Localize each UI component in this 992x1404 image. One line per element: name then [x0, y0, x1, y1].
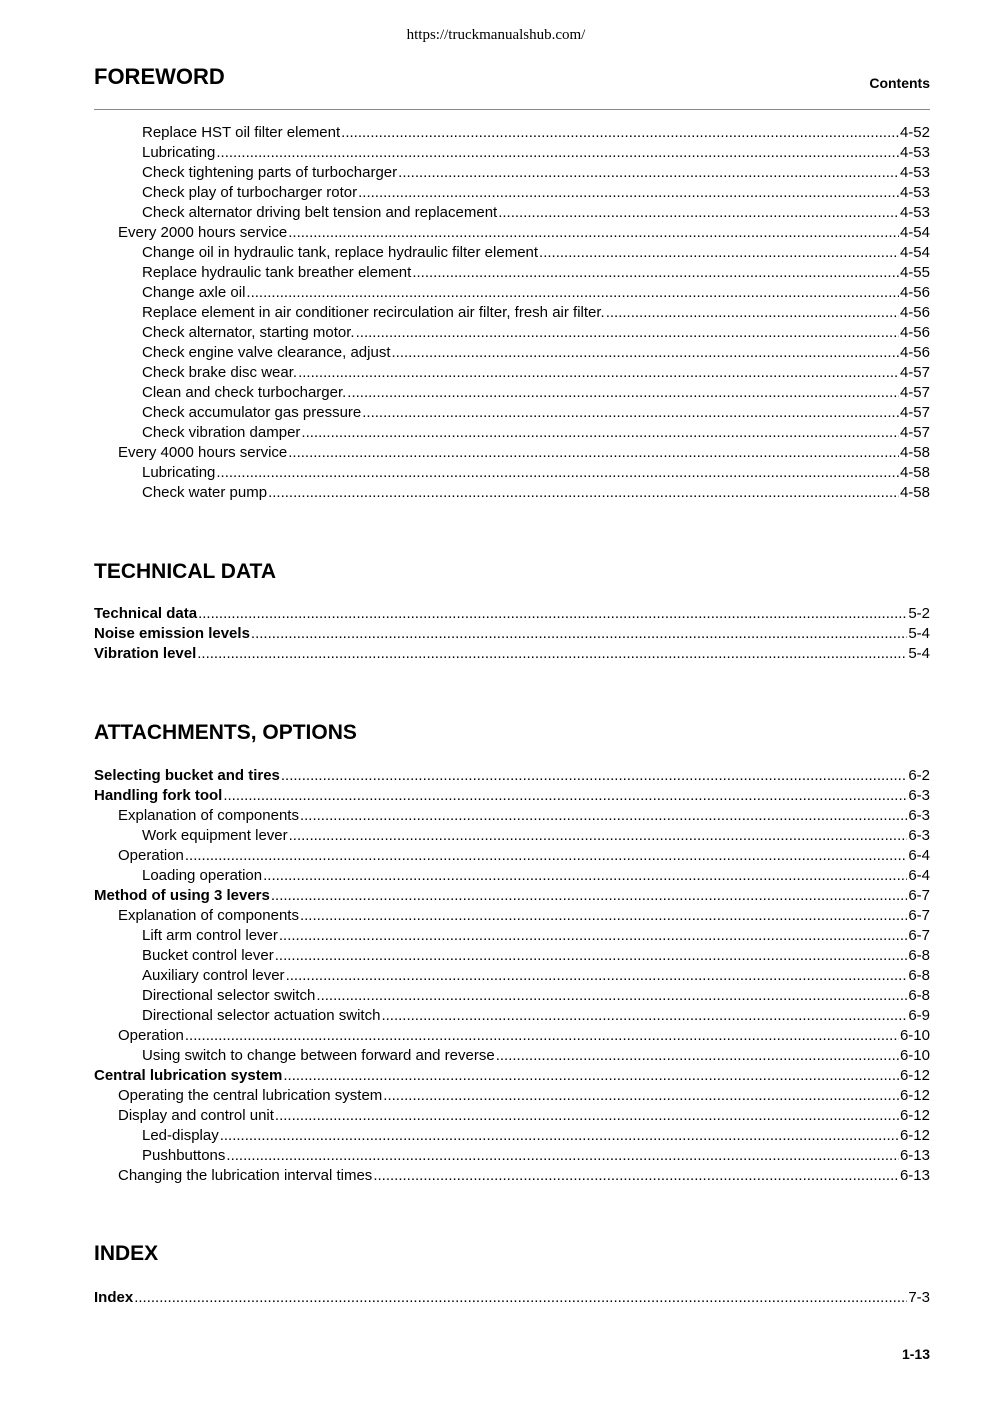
- toc-entry-title: Noise emission levels: [94, 625, 250, 642]
- toc-maintenance-list: [94, 123, 930, 503]
- toc-entry-page: 4-55: [899, 264, 930, 281]
- toc-entry-title: Method of using 3 levers: [94, 887, 270, 904]
- toc-entry-title: Lubricating: [142, 144, 216, 161]
- toc-entry[interactable]: [94, 203, 930, 223]
- toc-entry[interactable]: [94, 223, 930, 243]
- toc-entry-title: Check engine valve clearance, adjust: [142, 344, 391, 361]
- toc-dot-leader: [283, 1066, 899, 1086]
- toc-dot-leader: [301, 423, 899, 443]
- toc-entry[interactable]: [94, 383, 930, 403]
- toc-entry[interactable]: [94, 846, 930, 866]
- toc-entry-title: Technical data: [94, 605, 198, 622]
- toc-entry-page: 4-56: [899, 344, 930, 361]
- toc-entry-title: Vibration level: [94, 645, 197, 662]
- toc-entry-page: 6-7: [908, 907, 930, 924]
- toc-dot-leader: [289, 826, 908, 846]
- toc-entry-page: 4-53: [899, 144, 930, 161]
- toc-entry[interactable]: [94, 926, 930, 946]
- toc-entry-title: Led-display: [142, 1127, 219, 1144]
- toc-entry-title: Changing the lubrication interval times: [118, 1167, 373, 1184]
- toc-entry[interactable]: [94, 123, 930, 143]
- toc-entry-page: 4-53: [899, 164, 930, 181]
- toc-entry-page: 4-56: [899, 304, 930, 321]
- toc-dot-leader: [275, 946, 908, 966]
- toc-dot-leader: [539, 243, 899, 263]
- toc-dot-leader: [381, 1006, 907, 1026]
- toc-entry-page: 6-8: [908, 967, 930, 984]
- toc-entry-title: Check tightening parts of turbocharger: [142, 164, 398, 181]
- toc-entry[interactable]: [94, 423, 930, 443]
- toc-entry[interactable]: [94, 1288, 930, 1308]
- toc-entry-page: 4-57: [899, 364, 930, 381]
- toc-entry-page: 6-4: [908, 847, 930, 864]
- toc-entry[interactable]: [94, 866, 930, 886]
- toc-entry[interactable]: [94, 343, 930, 363]
- toc-entry-title: Every 2000 hours service: [118, 224, 288, 241]
- toc-dot-leader: [134, 1288, 907, 1308]
- toc-entry-page: 6-9: [908, 1007, 930, 1024]
- toc-entry[interactable]: [94, 1026, 930, 1046]
- toc-entry-page: 4-56: [899, 324, 930, 341]
- toc-dot-leader: [606, 303, 899, 323]
- toc-entry-title: Check accumulator gas pressure: [142, 404, 362, 421]
- toc-dot-leader: [251, 624, 907, 644]
- toc-dot-leader: [281, 766, 907, 786]
- toc-entry[interactable]: [94, 1166, 930, 1186]
- toc-dot-leader: [496, 1046, 899, 1066]
- toc-entry[interactable]: [94, 463, 930, 483]
- toc-dot-leader: [275, 1106, 899, 1126]
- toc-dot-leader: [316, 986, 907, 1006]
- toc-dot-leader: [391, 343, 898, 363]
- toc-entry[interactable]: [94, 1106, 930, 1126]
- toc-dot-leader: [226, 1146, 899, 1166]
- section-heading-technical-data: TECHNICAL DATA: [94, 560, 276, 583]
- toc-dot-leader: [298, 363, 899, 383]
- toc-entry-page: 4-56: [899, 284, 930, 301]
- toc-entry[interactable]: [94, 1086, 930, 1106]
- toc-dot-leader: [300, 906, 907, 926]
- toc-entry-title: Change oil in hydraulic tank, replace hydraulic filter element: [142, 244, 539, 261]
- toc-entry-title: Check water pump: [142, 484, 268, 501]
- toc-entry-page: 6-12: [899, 1087, 930, 1104]
- toc-dot-leader: [498, 203, 899, 223]
- toc-entry[interactable]: [94, 906, 930, 926]
- toc-dot-leader: [263, 866, 907, 886]
- toc-entry-title: Change axle oil: [142, 284, 246, 301]
- toc-attachments-list: [94, 766, 930, 1186]
- toc-entry[interactable]: [94, 443, 930, 463]
- toc-dot-leader: [185, 846, 907, 866]
- toc-entry-page: 4-53: [899, 204, 930, 221]
- toc-dot-leader: [246, 283, 899, 303]
- toc-entry-title: Operation: [118, 847, 184, 864]
- toc-entry-page: 6-12: [899, 1067, 930, 1084]
- section-heading-attachments: ATTACHMENTS, OPTIONS: [94, 721, 357, 744]
- toc-entry-page: 6-13: [899, 1167, 930, 1184]
- toc-dot-leader: [362, 403, 899, 423]
- toc-entry-page: 4-57: [899, 404, 930, 421]
- toc-entry-title: Clean and check turbocharger.: [142, 384, 347, 401]
- toc-entry-title: Check play of turbocharger rotor: [142, 184, 358, 201]
- toc-entry-title: Check alternator, starting motor.: [142, 324, 355, 341]
- toc-entry-page: 6-10: [899, 1047, 930, 1064]
- toc-entry-page: 4-54: [899, 224, 930, 241]
- toc-entry[interactable]: [94, 303, 930, 323]
- toc-entry[interactable]: [94, 1066, 930, 1086]
- toc-entry-title: Check brake disc wear.: [142, 364, 298, 381]
- toc-dot-leader: [347, 383, 899, 403]
- toc-entry-page: 6-3: [908, 827, 930, 844]
- toc-entry-page: 7-3: [908, 1289, 930, 1306]
- page-header-section: Contents: [869, 75, 930, 91]
- toc-entry-title: Auxiliary control lever: [142, 967, 285, 984]
- toc-entry-title: Work equipment lever: [142, 827, 288, 844]
- toc-entry-page: 4-52: [899, 124, 930, 141]
- toc-entry[interactable]: [94, 1126, 930, 1146]
- toc-entry[interactable]: [94, 1046, 930, 1066]
- toc-entry-page: 6-3: [908, 787, 930, 804]
- toc-entry-title: Lift arm control lever: [142, 927, 278, 944]
- toc-entry[interactable]: [94, 323, 930, 343]
- toc-entry-title: Display and control unit: [118, 1107, 274, 1124]
- toc-entry-title: Operation: [118, 1027, 184, 1044]
- page-number: 1-13: [901, 1346, 930, 1362]
- toc-entry-title: Pushbuttons: [142, 1147, 226, 1164]
- toc-dot-leader: [398, 163, 899, 183]
- toc-entry-page: 4-53: [899, 184, 930, 201]
- toc-entry-title: Explanation of components: [118, 807, 299, 824]
- toc-entry[interactable]: [94, 946, 930, 966]
- toc-dot-leader: [341, 123, 899, 143]
- toc-entry[interactable]: [94, 826, 930, 846]
- toc-entry-title: Directional selector actuation switch: [142, 1007, 381, 1024]
- toc-entry-page: 5-4: [908, 625, 930, 642]
- toc-entry[interactable]: [94, 806, 930, 826]
- toc-index-list: [94, 1288, 930, 1308]
- toc-dot-leader: [216, 143, 899, 163]
- toc-entry-page: 6-7: [908, 927, 930, 944]
- toc-dot-leader: [356, 323, 899, 343]
- toc-entry-title: Replace HST oil filter element: [142, 124, 341, 141]
- toc-dot-leader: [268, 483, 899, 503]
- toc-entry[interactable]: [94, 163, 930, 183]
- toc-dot-leader: [358, 183, 899, 203]
- toc-technical-data-list: [94, 604, 930, 664]
- toc-entry-title: Explanation of components: [118, 907, 299, 924]
- toc-entry[interactable]: [94, 966, 930, 986]
- page-header-title: FOREWORD: [94, 64, 225, 89]
- toc-entry[interactable]: [94, 283, 930, 303]
- toc-entry[interactable]: [94, 786, 930, 806]
- toc-entry-page: 4-58: [899, 444, 930, 461]
- toc-dot-leader: [412, 263, 899, 283]
- toc-entry-page: 6-7: [908, 887, 930, 904]
- toc-entry-title: Handling fork tool: [94, 787, 223, 804]
- toc-entry-title: Every 4000 hours service: [118, 444, 288, 461]
- toc-entry-title: Replace element in air conditioner recirculation air filter, fresh air filter.: [142, 304, 605, 321]
- toc-entry-page: 5-4: [908, 645, 930, 662]
- toc-entry-page: 4-58: [899, 464, 930, 481]
- toc-entry-title: Using switch to change between forward and reverse: [142, 1047, 495, 1064]
- toc-entry-page: 5-2: [908, 605, 930, 622]
- toc-entry[interactable]: [94, 143, 930, 163]
- toc-entry-page: 6-3: [908, 807, 930, 824]
- toc-entry[interactable]: [94, 886, 930, 906]
- toc-entry-title: Loading operation: [142, 867, 263, 884]
- toc-entry[interactable]: [94, 403, 930, 423]
- toc-dot-leader: [197, 644, 907, 664]
- section-heading-index: INDEX: [94, 1242, 159, 1265]
- toc-dot-leader: [198, 604, 907, 624]
- toc-entry-page: 4-54: [899, 244, 930, 261]
- toc-dot-leader: [383, 1086, 899, 1106]
- toc-entry[interactable]: [94, 624, 930, 644]
- toc-entry-title: Selecting bucket and tires: [94, 767, 280, 784]
- toc-dot-leader: [223, 786, 907, 806]
- toc-entry-page: 4-57: [899, 384, 930, 401]
- toc-entry[interactable]: [94, 604, 930, 624]
- toc-dot-leader: [185, 1026, 899, 1046]
- toc-entry-page: 6-2: [908, 767, 930, 784]
- toc-entry-title: Directional selector switch: [142, 987, 316, 1004]
- toc-entry-page: 6-13: [899, 1147, 930, 1164]
- toc-entry-page: 6-12: [899, 1107, 930, 1124]
- toc-dot-leader: [279, 926, 907, 946]
- toc-entry-title: Central lubrication system: [94, 1067, 283, 1084]
- toc-entry[interactable]: [94, 644, 930, 664]
- toc-entry-title: Operating the central lubrication system: [118, 1087, 383, 1104]
- toc-entry[interactable]: [94, 483, 930, 503]
- toc-dot-leader: [286, 966, 908, 986]
- toc-entry[interactable]: [94, 986, 930, 1006]
- toc-dot-leader: [288, 223, 899, 243]
- toc-entry-page: 4-57: [899, 424, 930, 441]
- toc-entry-page: 6-4: [908, 867, 930, 884]
- toc-dot-leader: [220, 1126, 899, 1146]
- toc-entry-title: Bucket control lever: [142, 947, 274, 964]
- toc-entry-page: 6-10: [899, 1027, 930, 1044]
- source-url: https://truckmanualshub.com/: [406, 27, 586, 43]
- toc-entry-title: Check alternator driving belt tension and replacement: [142, 204, 498, 221]
- toc-entry[interactable]: [94, 1006, 930, 1026]
- toc-entry-page: 6-8: [908, 947, 930, 964]
- toc-entry-title: Replace hydraulic tank breather element: [142, 264, 412, 281]
- toc-entry-title: Check vibration damper: [142, 424, 301, 441]
- toc-entry[interactable]: [94, 766, 930, 786]
- toc-dot-leader: [216, 463, 899, 483]
- toc-entry-title: Lubricating: [142, 464, 216, 481]
- toc-entry[interactable]: [94, 363, 930, 383]
- toc-entry-title: Index: [94, 1289, 134, 1306]
- toc-entry[interactable]: [94, 263, 930, 283]
- toc-entry[interactable]: [94, 183, 930, 203]
- toc-entry-page: 6-8: [908, 987, 930, 1004]
- toc-entry-page: 4-58: [899, 484, 930, 501]
- toc-entry[interactable]: [94, 243, 930, 263]
- toc-dot-leader: [271, 886, 907, 906]
- toc-entry-page: 6-12: [899, 1127, 930, 1144]
- header-divider: [94, 109, 930, 110]
- toc-dot-leader: [288, 443, 899, 463]
- toc-entry[interactable]: [94, 1146, 930, 1166]
- toc-dot-leader: [300, 806, 907, 826]
- toc-dot-leader: [373, 1166, 899, 1186]
